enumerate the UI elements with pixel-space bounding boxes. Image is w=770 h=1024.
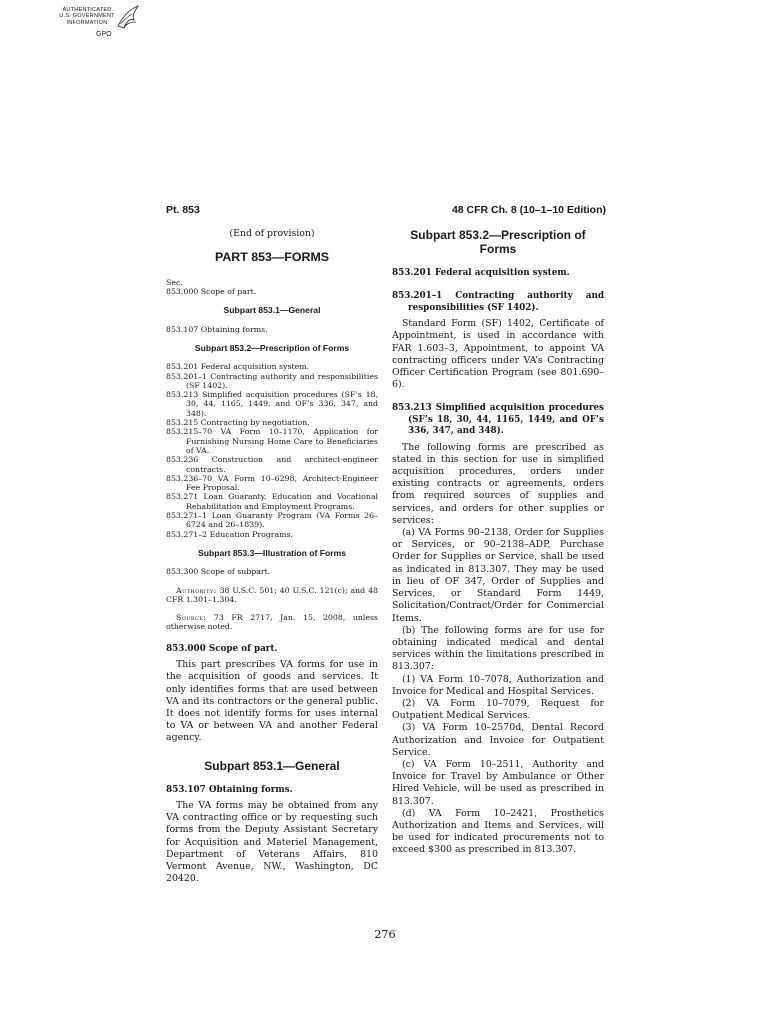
left-column bbox=[166, 228, 378, 885]
running-header bbox=[166, 204, 606, 218]
section-paragraph: Standard Form (SF) 1402, Certificate of Appointment, is used in accordance with FAR 1.603–3, Appointment, to appoint VA contracting officers under VA’s Contracting Officer Certification Program (see 801.690–6). bbox=[392, 318, 604, 391]
toc-subpart-heading: Subpart 853.2—Prescription of Forms bbox=[194, 343, 350, 353]
end-of-provision: (End of provision) bbox=[229, 228, 315, 239]
page-number: 276 bbox=[374, 928, 396, 941]
toc-item: 853.271 Loan Guaranty, Education and Vocational Rehabilitation and Employment Programs. bbox=[166, 492, 378, 511]
section-paragraph: (b) The following forms are for use for obtaining indicated medical and dental services within the limitations prescribed in 813.307: bbox=[392, 624, 604, 673]
gpo-authentication-seal bbox=[56, 4, 142, 48]
toc-item: 853.236 Construction and architect-engineer contracts. bbox=[166, 455, 378, 474]
subpart-heading: Subpart 853.1—General bbox=[204, 758, 340, 773]
seal-text bbox=[56, 7, 118, 26]
seal-line: U.S. GOVERNMENT bbox=[59, 13, 115, 20]
right-column bbox=[392, 228, 604, 857]
authority-text: 38 U.S.C. 501; 40 U.S.C. 121(c); and 48 CFR 1.301–1.304. bbox=[166, 585, 378, 604]
toc-item: 853.201 Federal acquisition system. bbox=[166, 362, 310, 372]
toc-subpart-heading: Subpart 853.3—Illustration of Forms bbox=[197, 547, 347, 558]
eagle-icon bbox=[114, 4, 142, 34]
table-of-contents bbox=[166, 278, 378, 577]
section-paragraph: (d) VA Form 10–2421, Prosthetics Authorization and Items and Services, will be used for indicated procurements not to exceed $300 as prescribed in 813.307. bbox=[392, 807, 604, 856]
subpart-heading: Subpart 853.2—Prescription of Forms bbox=[410, 228, 586, 256]
toc-item: 853.215 Contracting by negotiation. bbox=[166, 418, 310, 428]
toc-item: 853.271–2 Education Programs. bbox=[166, 529, 294, 539]
authority-label: Authority: bbox=[176, 585, 217, 595]
toc-item: 853.201–1 Contracting authority and responsibilities (SF 1402). bbox=[166, 371, 378, 390]
seal-line: AUTHENTICATED bbox=[62, 7, 112, 13]
section-paragraph: (1) VA Form 10–7078, Authorization and Invoice for Medical and Hospital Services. bbox=[392, 673, 604, 697]
toc-item: 853.215–70 VA Form 10–1170, Application for Furnishing Nursing Home Care to Beneficiaries of VA. bbox=[166, 427, 378, 455]
cfr-edition: 48 CFR Ch. 8 (10–1–10 Edition) bbox=[451, 204, 606, 216]
source-citation bbox=[166, 613, 378, 632]
section-heading: 853.213 Simplified acquisition procedures (SF’s 18, 30, 44, 1165, 1449, and OF’s 336, 347, and 348). bbox=[392, 403, 604, 437]
toc-item: 853.300 Scope of subpart. bbox=[166, 567, 271, 577]
section-heading: 853.000 Scope of part. bbox=[166, 643, 278, 654]
section-paragraph: (c) VA Form 10–2511, Authority and Invoice for Travel by Ambulance or Other Hired Vehicle, will be used as prescribed in 813.307. bbox=[392, 758, 604, 807]
seal-line: INFORMATION bbox=[66, 19, 108, 26]
section-heading: 853.201 Federal acquisition system. bbox=[392, 268, 570, 278]
section-paragraph: (a) VA Forms 90–2138, Order for Supplies or Services, or 90–2138–ADP, Purchase Order for Supplies or Service, shall be used as indicated in 813.307. They may be used in lieu of OF 347, Order of Supplies and Services, or Standard Form 1449, Solicitation/Contract/Order for Commercial Items. bbox=[392, 527, 604, 624]
toc-item: 853.000 Scope of part. bbox=[166, 287, 257, 297]
toc-item: 853.236–70 VA Form 10–6298, Architect-Engineer Fee Proposal. bbox=[166, 473, 378, 493]
section-paragraph: (2) VA Form 10–7079, Request for Outpatient Medical Services. bbox=[392, 697, 604, 722]
section-paragraph: (3) VA Form 10–2570d, Dental Record Authorization and Invoice for Outpatient Service. bbox=[392, 722, 604, 758]
source-text: 73 FR 2717, Jan. 15, 2008, unless otherwise noted. bbox=[166, 613, 378, 632]
toc-subpart-heading: Subpart 853.1—General bbox=[223, 305, 321, 316]
toc-item: 853.271–1 Loan Guaranty Program (VA Forms 26–6724 and 26–1839). bbox=[166, 511, 378, 530]
sec-label: Sec. bbox=[166, 277, 183, 287]
authority-citation bbox=[166, 586, 378, 605]
part-label: Pt. 853 bbox=[166, 204, 200, 216]
toc-item: 853.213 Simplified acquisition procedures (SF’s 18, 30, 44, 1165, 1449, and OF’s 336, 347, and 348). bbox=[166, 390, 378, 418]
part-title: PART 853—FORMS bbox=[214, 250, 330, 265]
section-paragraph: The VA forms may be obtained from any VA contracting office or by requesting such forms from the Deputy Assistant Secretary for Acquisition and Materiel Management, Department of Veterans Affairs, 810 Vermont Avenue, NW., Washington, DC 20420. bbox=[166, 799, 378, 885]
toc-item: 853.107 Obtaining forms. bbox=[166, 324, 268, 334]
section-heading: 853.201–1 Contracting authority and responsibilities (SF 1402). bbox=[392, 291, 604, 313]
section-paragraph: The following forms are prescribed as stated in this section for use in simplified acquisition procedures, orders under existing contracts or agreements, orders from required sources of supplies and services, and orders for other supplies or services: bbox=[392, 441, 604, 526]
section-paragraph: This part prescribes VA forms for use in the acquisition of goods and services. It only identifies forms that are used between VA and its contractors or the general public. It does not identify forms for uses internal to VA or between VA and another Federal agency. bbox=[166, 659, 378, 744]
section-heading: 853.107 Obtaining forms. bbox=[166, 784, 293, 795]
source-label: Source: bbox=[176, 613, 207, 623]
gpo-mark: GPO bbox=[96, 31, 112, 38]
